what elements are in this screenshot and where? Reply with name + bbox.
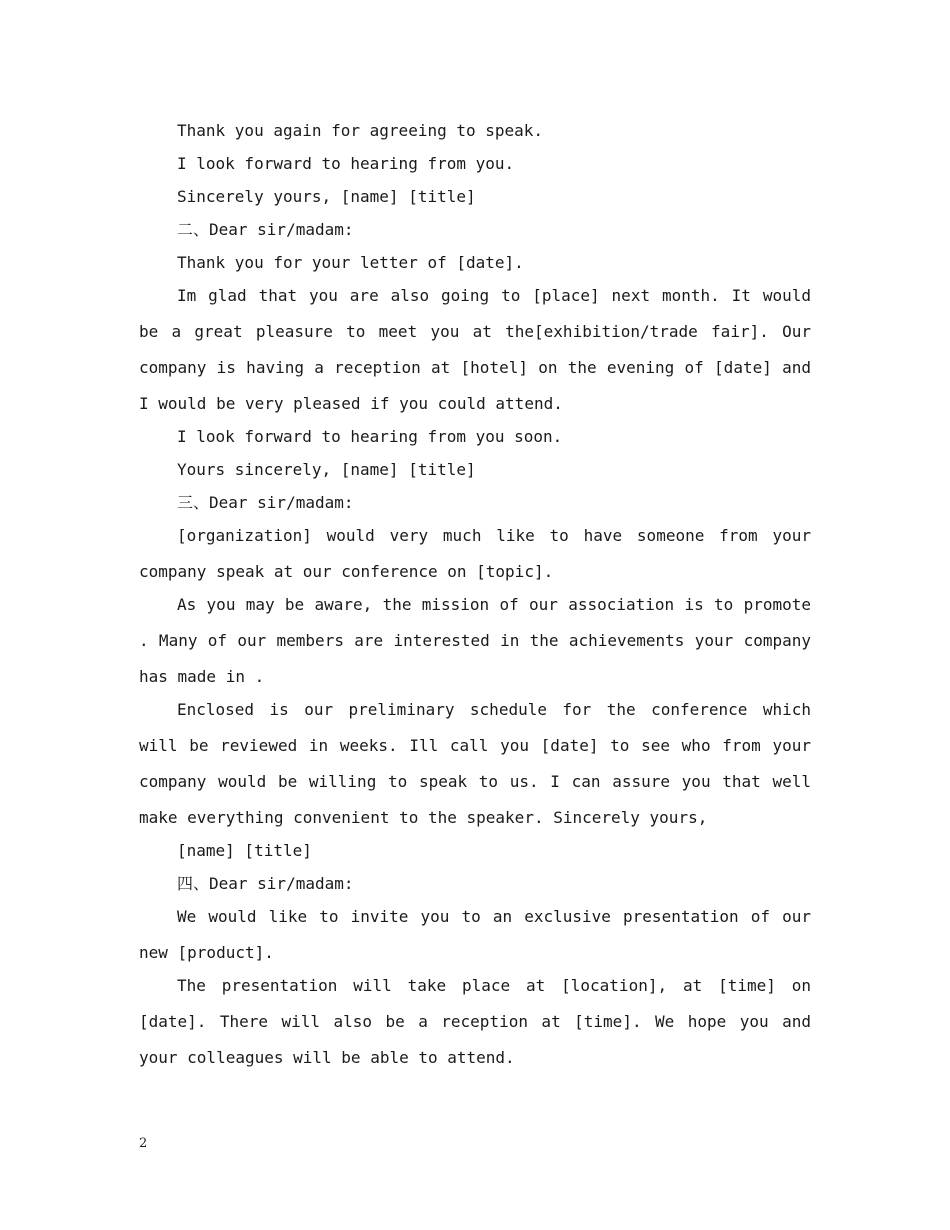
paragraph: The presentation will take place at [location], at [time] on [date]. There will also be a reception at [time]. We hope you and your colleagues will be able to attend. (139, 976, 811, 1067)
paragraph: Thank you again for agreeing to speak. (177, 121, 544, 140)
paragraph: [organization] would very much like to have someone from your company speak at our conference on [topic]. (139, 526, 811, 581)
paragraph: Im glad that you are also going to [place] next month. It would be a great pleasure to meet you at the[exhibition/trade fair]. Our company is having a reception at [hotel] on the evening of [date] and I would be very pleased if you could attend. (139, 286, 811, 413)
paragraph: As you may be aware, the mission of our association is to promote . Many of our members are interested in the achievements your company has made in . (139, 595, 811, 686)
section-heading-2: 二、Dear sir/madam: (177, 220, 354, 239)
paragraph: We would like to invite you to an exclusive presentation of our new [product]. (139, 907, 811, 962)
paragraph: I look forward to hearing from you. (177, 154, 515, 173)
paragraph: [name] [title] (177, 841, 312, 860)
page-number: 2 (139, 1136, 148, 1151)
letter-body (139, 113, 811, 1076)
paragraph: Thank you for your letter of [date]. (177, 253, 524, 272)
paragraph: I look forward to hearing from you soon. (177, 427, 563, 446)
paragraph: Enclosed is our preliminary schedule for the conference which will be reviewed in weeks. Ill call you [date] to see who from your company would be willing to speak to us. I can assure you that well make everything convenient to the speaker. Sincerely yours, (139, 700, 811, 827)
section-heading-4: 四、Dear sir/madam: (177, 874, 354, 893)
paragraph: Sincerely yours, [name] [title] (177, 187, 476, 206)
section-heading-3: 三、Dear sir/madam: (177, 493, 354, 512)
paragraph: Yours sincerely, [name] [title] (177, 460, 476, 479)
